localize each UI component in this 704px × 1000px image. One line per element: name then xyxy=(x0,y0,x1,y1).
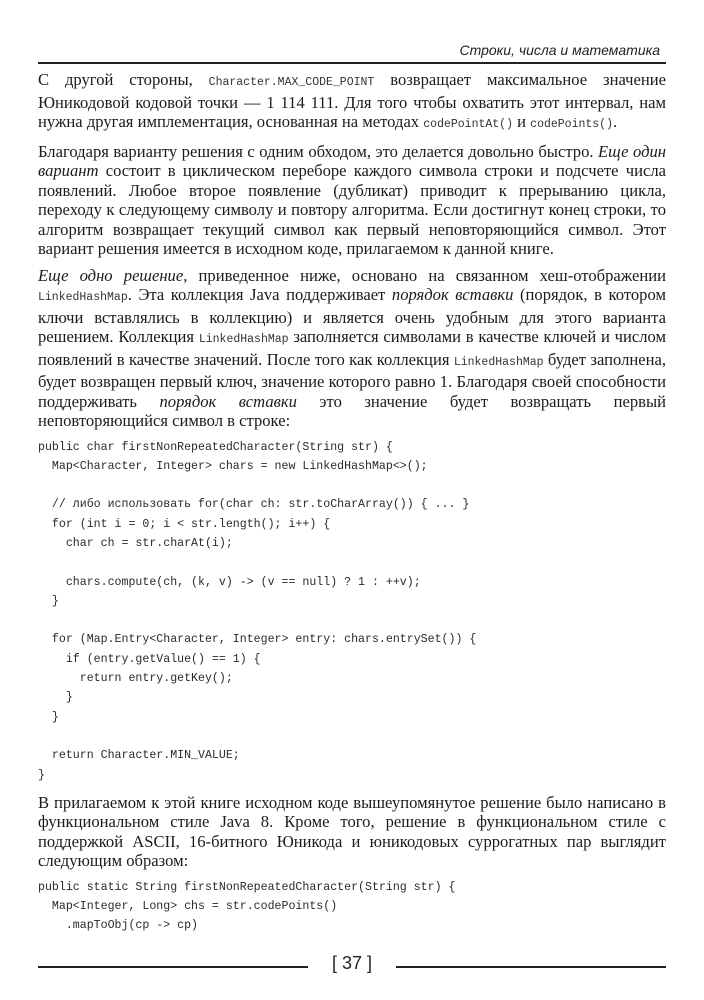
text: заполняется символами в качестве ключей и числом появлений в качестве значений. После того как коллекция xyxy=(38,327,666,369)
footer-rule-right xyxy=(396,966,666,968)
text: и xyxy=(512,112,531,131)
chapter-title: Строки, числа и математика xyxy=(459,42,660,58)
emphasis: порядок вставки xyxy=(391,285,514,304)
text: (порядок, в котором ключи вставлялись в коллекцию) и является очень удобным для этого варианта решением. Коллекция xyxy=(38,285,666,346)
text: будет заполнена, будет возвращен первый ключ, значение которого равно 1. Благодаря своей способности поддерживать xyxy=(38,349,666,411)
page-footer xyxy=(38,950,666,980)
text: Благодаря варианту решения с одним обходом, это делается довольно быстро. xyxy=(38,141,599,161)
paragraph-4: В прилагаемом к этой книге исходном коде вышеупомянутое решение было написано в функциональном стиле Java 8. Кроме того, решение в функциональном стиле с поддержкой ASCII, 16-битного Юникода и юникодовых суррогатных пар выглядит следующим образом: xyxy=(38,792,666,871)
page-body xyxy=(38,70,666,944)
running-header xyxy=(38,38,666,64)
text: С другой стороны, xyxy=(38,70,209,89)
code-block-1: public char firstNonRepeatedCharacter(String str) { Map<Character, Integer> chars = new LinkedHashMap<>(); // либо использовать for(char ch: str.toCharArray()) { ... } for (int i = 0; i < str.length(); i++) { char ch = str.charAt(i); chars.compute(ch, (k, v) -> (v == null) ? 1 : ++v); } for (Map.Entry<Character, Integer> entry: chars.entrySet()) { if (entry.getValue() == 1) { return entry.getKey(); } } return Character.MIN_VALUE; } xyxy=(38,440,477,782)
paragraph-3 xyxy=(38,266,666,431)
emphasis: Еще одно решение xyxy=(38,265,184,285)
text: это значение будет возвращать первый неповторяющийся символ в строке: xyxy=(38,391,666,430)
inline-code: LinkedHashMap xyxy=(453,355,544,369)
paragraph-1 xyxy=(38,70,666,135)
inline-code: Character.MAX_CODE_POINT xyxy=(208,76,375,89)
inline-code: LinkedHashMap xyxy=(38,291,128,304)
paragraph-2 xyxy=(38,142,666,259)
text: . xyxy=(613,112,618,131)
inline-code: codePoints() xyxy=(530,118,613,131)
text: , приведенное ниже, основано на связанном хеш-отображении xyxy=(183,265,666,285)
text: состоит в циклическом переборе каждого символа строки и подсчете числа появлений. Любое второе появление (дубликат) приводит к прерыванию цикла, переходу к следующему символу и повтору алгоритма. Если достигнут конец строки, то алгоритм возвращает текущий символ как первый неповторяющийся символ. Этот вариант решения имеется в исходном коде, прилагаемом к данной книге. xyxy=(38,161,666,258)
inline-code: LinkedHashMap xyxy=(198,333,289,346)
text: возвращает максимальное значение Юникодовой кодовой точки — 1 114 111. Для того чтобы охватить этот интервал, нам нужна другая имплементация, основанная на методах xyxy=(38,70,666,131)
emphasis: порядок вставки xyxy=(159,391,297,411)
text: . Эта коллекция Java поддерживает xyxy=(127,285,392,304)
emphasis: Еще один вариант xyxy=(38,141,667,180)
code-block-2: public static String firstNonRepeatedCharacter(String str) { Map<Integer, Long> chs = str.codePoints() .mapToObj(cp -> cp) xyxy=(38,880,456,933)
inline-code: codePointAt() xyxy=(423,118,513,131)
page-number: [ 37 ] xyxy=(331,953,373,973)
